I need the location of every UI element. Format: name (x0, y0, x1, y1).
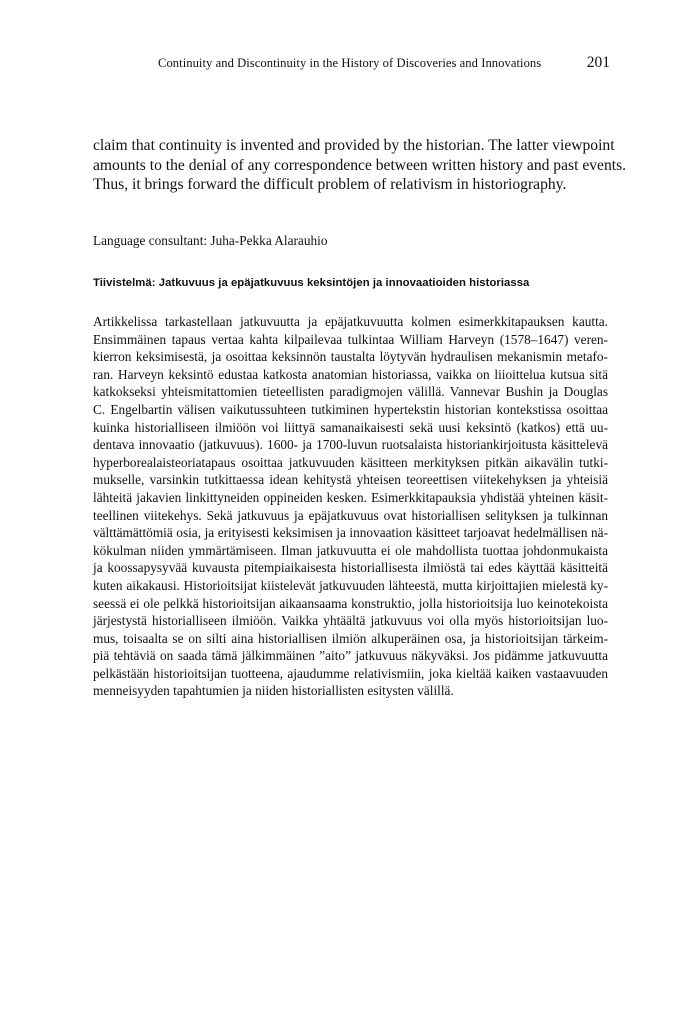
abstract-line: teellinen viitekehys. Sekä jatkuvuus ja epäjatkuvuus ovat historiallisen selityksen ja tulkinnan (93, 507, 608, 523)
abstract-line: kuten aikakausi. Historioitsijat kiistelevät jatkuvuuden lähteestä, mutta kirjoittajien mielestä ky- (93, 577, 608, 593)
abstract-line: C. Engelbartin välisen vaikutussuhteen tutkiminen hypertekstin historian kontekstissa osoittaa (93, 401, 608, 417)
abstract-line: dentava innovaatio (jatkuvuus). 1600- ja 1700-luvun ruotsalaista historiankirjoitusta käsittelevä (93, 437, 608, 453)
abstract-line: mukselle, varsinkin tutkittaessa idean kehitystä yhteisen teoreettisen viitekehyksen ja yhteisiä (93, 472, 608, 488)
main-paragraph-line: claim that continuity is invented and provided by the historian. The latter viewpoint (93, 137, 615, 154)
abstract-line: ran. Harveyn keksintö edustaa katkosta anatomian historiassa, vaikka on liioittelua kutsua sitä (93, 366, 608, 382)
running-title: Continuity and Discontinuity in the History of Discoveries and Innovations (158, 56, 542, 70)
abstract-line: menneisyyden tapahtumien ja niiden historiallisten esitysten välillä. (93, 683, 454, 699)
abstract-line: seessä ei ole pelkkä historioitsijan aikaansaama konstruktio, jolla historioitsija luo keinotekoista (93, 595, 608, 611)
abstract-line: kuinka historialliseen ilmiöön voi liittyä samanaikaisesti sekä uusi keksintö (katkos) että uu- (93, 419, 608, 435)
abstract-line: pelkästään historioitsijan tuotteena, ajaudumme relativismiin, joka kieltää kaiken vastaavuuden (93, 665, 608, 681)
abstract-line: lähteitä jakavien linkittyneiden oppineiden kesken. Esimerkkitapauksia yhdistää yhteinen käsit- (93, 489, 608, 505)
page-number: 201 (586, 54, 610, 71)
abstract-line: piä tehtäviä on saada tämä jälkimmäinen ”aito” jatkuvuus näkyväksi. Jos pidämme jatkuvuutta (93, 648, 608, 664)
language-consultant-note: Language consultant: Juha-Pekka Alarauhio (93, 233, 328, 248)
abstract-line: katkokseksi yhteismitattomien tieteellisten paradigmojen välillä. Vannevar Bushin ja Douglas (93, 384, 608, 400)
running-head (158, 54, 610, 74)
main-paragraph-line: amounts to the denial of any correspondence between written history and past events. (93, 156, 627, 174)
abstract-line: kierron keksimisestä, ja osoittaa keksinnön taustalta löytyvän hydraulisen mekanismin metafo- (93, 349, 608, 365)
abstract-line: Ensimmäinen tapaus vertaa kahta kilpailevaa tulkintaa William Harveyn (1578–1647) veren- (93, 331, 608, 347)
abstract-line: järjestystä historialliseen ilmiöön. Vaikka yhtäältä jatkuvuus voi olla myös historioitsijan luo- (93, 613, 608, 629)
abstract-line: ja koossapysyvää kuvausta pitempiaikaisesta historiallisesta ilmiöstä tai edes käyttää käsitteitä (93, 560, 608, 576)
main-paragraph-line: Thus, it brings forward the difficult problem of relativism in historiography. (93, 176, 567, 193)
abstract-paragraph (93, 313, 608, 700)
abstract-line: välttämättömiä osia, ja erityisesti keksimisen ja innovaation käsitteet tarjoavat hedelmällisen nä- (93, 525, 608, 541)
abstract-line: Artikkelissa tarkastellaan jatkuvuutta ja epäjatkuvuutta kolmen esimerkkitapauksen kautta. (93, 314, 608, 329)
abstract-line: kökulman niiden ymmärtämiseen. Ilman jatkuvuutta ei ole mahdollista tuottaa johdonmukaista (93, 542, 608, 558)
abstract-heading: Tiivistelmä: Jatkuvuus ja epäjatkuvuus keksintöjen ja innovaatioiden historiassa (93, 277, 530, 289)
main-paragraph (93, 136, 627, 195)
abstract-line: mus, toisaalta se on silti aina historiallisen ilmiön alkuperäinen osa, ja historioitsijan tärkeim- (93, 630, 608, 646)
abstract-line: hyperborealaisteoriatapaus osoittaa jatkuvuuden käsitteen merkityksen pitkän aikavälin tutki- (93, 454, 608, 470)
